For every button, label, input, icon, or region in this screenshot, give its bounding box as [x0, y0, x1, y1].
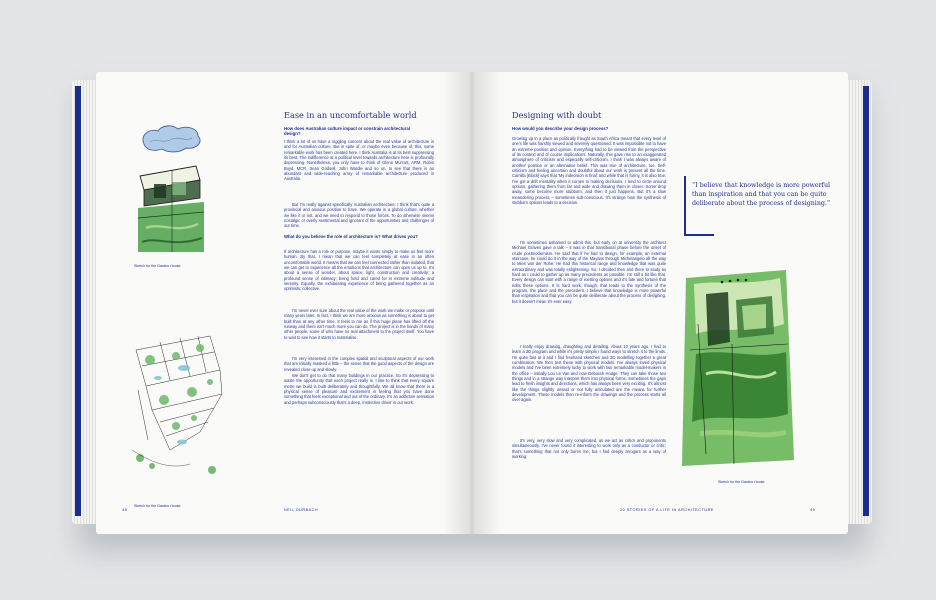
right-page-title: Designing with doubt	[512, 110, 602, 120]
caption-sketch-3: Sketch for the Garden House	[718, 480, 765, 484]
left-paragraph-3: If architecture has a role or purpose, maybe it exists simply to make us feel more human. By that, I mean that we can feel completely at ease in an often uncomfortable world. It means that we can feel connected rather than isolated, that we can get to experience all the emotions that architecture can open us up to. It's about a sense of wonder, about space, light, construction and creativity; a profound sense of intimacy; being held and cared for in extreme solitude and serenity. Equally, the exhilarating experience of being gathered together as an optimistic collective.	[284, 249, 434, 292]
left-question-1: How does Australian culture impact or constrain architectural design?	[284, 126, 410, 137]
left-paragraph-1: I think a lot of us have a niggling concern about the real value of architecture in and for Australian culture. But in spite of, or maybe even because of, this, some remarkable work has been created here. I think Australia is at its best suppressing its best. The indifference at a political level towards architecture here is profoundly depressing. Nonetheless, you only have to think of Glenn Murcutt, ARM, Robin Boyd, MCR, Sean Godsell, John Wardle and so on, to see that there is an abundant and wide-reaching array of remarkable architecture produced in Australia.	[284, 139, 434, 182]
pull-quote: “I believe that knowledge is more powerful than inspiration and that you can be quite deliberate about the process of designing.”	[692, 182, 831, 207]
left-paragraph-4: I'm never ever sure about the real value of the work we make or propose until many years later. In fact, I think we are more anxious as something is about to get built than at any other time. It feels to me as if this huge plane has lifted off the runway and there isn't much more you can do. The project is in the hands of many other people, some of who have no real attachment to the project itself. You have to wait to see how it starts to materialise.	[284, 308, 434, 340]
sketch-cloud	[138, 122, 204, 156]
sketch-garden-house-1	[136, 164, 206, 256]
left-paragraph-6: We don't get to do that many buildings in our practice. So it's depressing to waste the opportunity that each project really is. I like to think that every square metre we build is built deliberately and thoughtfully. We all know that there is a physical sense of pleasure and excitement in feeling that you have done something that feels exceptional and out of the ordinary. It's an addictive sensation and perhaps subconsciously that's a deep, instinctive driver in our work.	[284, 373, 434, 405]
cover-edge-right	[863, 86, 869, 516]
left-running-head: NEIL DURBACH	[284, 508, 319, 512]
right-paragraph-3: I really enjoy drawing, draughting and detailing. About 10 years ago, I had to learn a 3D program and while it's pretty simple I found ways to stretch it to the limits. I'm quite fast at it and I find freehand sketches and 3D modelling together a great combination. We then test these with physical models. I've always loved physical models and I've been extremely lucky to work with two remarkable model-makers in the office – initially Lou Le Van and now Deborah Hodge. They can take those two things and in a strange way interpret them into physical forms. Sometimes the gaps lead to fresh insights and directions, which has always been very exciting. It's almost like the things slightly unsaid or not fully articulated are the means for further development. These models then re-inform the drawings and the process starts all over again.	[512, 344, 666, 403]
sketch-garden-house-2	[130, 330, 224, 478]
right-page	[472, 72, 848, 534]
left-page-number: 48	[122, 508, 128, 512]
left-page	[96, 72, 472, 534]
right-paragraph-2: I'm sometimes ashamed to admit this, but early on at university the architect Michael Graves gave a talk – it was in that transitional phase before the onset of crude postmodernism. He said that if he had to design, for example, an external staircase, he could do it in the way of the Mayans through Michelangelo all the way to Mies van der Rohe. He had this historical range and knowledge that was quite extraordinary and was totally enlightening. So, I decided then and there to study as hard as I could to gather up as many precedents as possible. I'm still a bit like that. Every design can start with a range of existing options and it's fate and fortune that edits these options. It is hard work, though, that leads to the synthesis of the program, the place and the precedent. I believe that knowledge is more powerful than inspiration and that you can be quite deliberate about the process of designing, but it doesn't mean it's ever easy.	[512, 240, 666, 304]
right-question-1: How would you describe your design process?	[512, 126, 609, 131]
left-paragraph-5: I'm very interested in the complex spatial and sculptural aspects of our work that are initially masked a little – the sense that the good aspects of the design are revealed close up and slowly.	[284, 356, 434, 372]
cover-edge-left	[75, 86, 81, 516]
caption-sketch-2: Sketch for the Garden House	[134, 504, 181, 508]
caption-sketch-1: Sketch for the Garden House	[134, 264, 181, 268]
sketch-garden-house-3	[676, 264, 800, 474]
left-paragraph-2: But I'm really against specifically Australian architecture. I think that's quite a provincial and anxious position to have. We operate in a global culture, whether we like it or not, and we need to respond to those forces. To do otherwise seems nostalgic or overly sentimental and ignorant of the opportunities and challenges of our time.	[284, 202, 434, 229]
open-book	[72, 72, 872, 534]
right-paragraph-4: It's very, very slow and very complicated, as we act as critics and proponents simultaneously. I've never found it interesting to work only as a conductor or critic; that's something that not only bores me, but I find deeply arrogant as a way of working.	[512, 438, 666, 460]
right-paragraph-1: Growing up in a place as politically fraught as South Africa meant that every level of one's life was harshly viewed and severely questioned. It was impossible not to have an extreme position and opinion. Everything had to be viewed from the perspective of its context and of course implications. Naturally, this gave rise to an exaggerated atmosphere of criticism and especially self-criticism. I think I was always aware of another position or an alternative belief. This was true of architecture, too. Self-criticism and feeling uncertain and doubtful about our work is present all the time. Camilla [Block] says that 'My indecision is final' and while that is funny, it is also true. I've got a drift mentality when it comes to making decisions. I tend to circle around options, gathering them from far and wide and drawing them in closer. Some drop away, some become more stubborn, and then it just happens. But it's a slow meandering process – sometimes sub-conscious. It's strange how the synthesis of stubborn options leads to a decision.	[512, 136, 666, 206]
pull-quote-bar-horizontal	[684, 234, 714, 236]
left-question-2: What do you believe the role of architecture is? What drives you?	[284, 234, 418, 239]
right-page-number: 49	[810, 508, 816, 512]
pull-quote-bar-vertical	[684, 176, 686, 236]
right-running-head: 20 STORIES OF A LIFE IN ARCHITECTURE	[620, 508, 714, 512]
left-page-title: Ease in an uncomfortable world	[284, 110, 417, 120]
